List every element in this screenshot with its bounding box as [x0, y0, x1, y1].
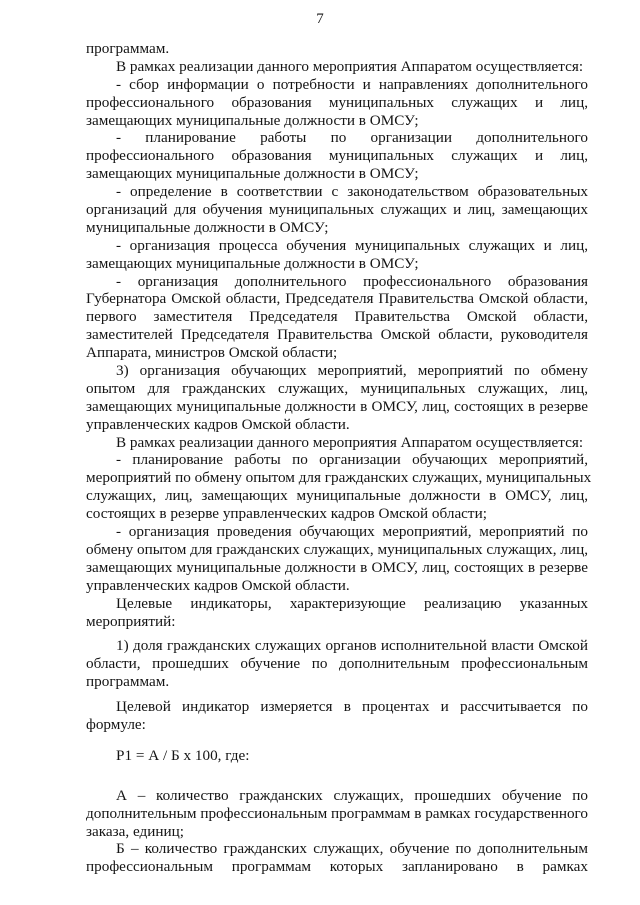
document-body	[86, 40, 592, 876]
text-line: формуле:	[86, 715, 146, 733]
text-line: муниципальные должности в ОМСУ;	[86, 218, 329, 236]
text-line: А – количество гражданских служащих, прошедших обучение по	[116, 786, 588, 804]
text-line: замещающих муниципальные должности в ОМСУ;	[86, 254, 419, 272]
text-line: Целевые индикаторы, характеризующие реализацию указанных	[116, 594, 588, 612]
text-line: управленческих кадров Омской области.	[86, 415, 350, 433]
text-line: Губернатора Омской области, Председателя Правительства Омской области,	[86, 290, 588, 308]
text-line: дополнительным профессиональным программам в рамках государственного	[86, 804, 588, 822]
text-line: замещающих муниципальные должности в ОМСУ;	[86, 111, 419, 129]
text-line: 3) организация обучающих мероприятий, мероприятий по обмену	[116, 362, 588, 380]
text-line: программам.	[86, 673, 170, 691]
text-line: мероприятий:	[86, 612, 176, 630]
text-line: управленческих кадров Омской области.	[86, 576, 350, 594]
paragraph-spacer	[86, 630, 588, 637]
text-line: обмену опытом для гражданских служащих, муниципальных служащих, лиц,	[86, 540, 588, 558]
text-line: - определение в соответствии с законодательством образовательных	[116, 183, 588, 201]
text-line: заместителей Председателя Правительства Омской области, руководителя	[86, 326, 588, 344]
text-line: - организация процесса обучения муниципальных служащих и лиц,	[116, 236, 588, 254]
text-line: заказа, единиц;	[86, 822, 184, 840]
text-line: состоящих в резерве управленческих кадров Омской области;	[86, 505, 487, 523]
text-line: мероприятий по обмену опытом для гражданских служащих, муниципальных	[86, 469, 592, 487]
text-line: 1) доля гражданских служащих органов исполнительной власти Омской	[116, 637, 588, 655]
text-line: организаций для обучения муниципальных служащих и лиц, замещающих	[86, 201, 588, 219]
text-line: В рамках реализации данного мероприятия Аппаратом осуществляется:	[116, 57, 584, 75]
text-line: - планирование работы по организации дополнительного	[116, 129, 588, 147]
paragraph-spacer	[86, 691, 588, 698]
text-line: - сбор информации о потребности и направлениях дополнительного	[116, 75, 588, 93]
text-line: замещающих муниципальные должности в ОМСУ;	[86, 165, 419, 183]
text-line: опытом для гражданских служащих, муниципальных служащих, лиц,	[86, 379, 588, 397]
text-line: - организация дополнительного профессионального образования	[116, 272, 588, 290]
text-line: профессиональным программам которых запланировано в рамках	[86, 858, 588, 876]
text-line: программам.	[86, 40, 170, 57]
text-line: замещающих муниципальные должности в ОМСУ, лиц, состоящих в резерве	[86, 397, 588, 415]
text-line: Б – количество гражданских служащих, обучение по дополнительным	[116, 840, 588, 858]
text-line: первого заместителя Председателя Правительства Омской области,	[86, 308, 588, 326]
text-line: Целевой индикатор измеряется в процентах и рассчитывается по	[116, 698, 588, 716]
text-line: - планирование работы по организации обучающих мероприятий,	[116, 451, 588, 469]
text-line: P1 = А / Б x 100, где:	[116, 746, 250, 764]
text-line: Аппарата, министров Омской области;	[86, 344, 338, 362]
text-line: В рамках реализации данного мероприятия Аппаратом осуществляется:	[116, 433, 584, 451]
text-line: замещающих муниципальные должности в ОМСУ, лиц, состоящих в резерве	[86, 558, 588, 576]
text-line: - организация проведения обучающих мероприятий, мероприятий по	[116, 523, 588, 541]
paragraph-spacer	[86, 734, 588, 747]
text-line: профессионального образования муниципальных служащих и лиц,	[86, 147, 588, 165]
paragraph-spacer	[86, 765, 588, 787]
text-line: служащих, лиц, замещающих муниципальные должности в ОМСУ, лиц,	[86, 487, 588, 505]
page-number: 7	[316, 11, 324, 27]
text-line: профессионального образования муниципальных служащих и лиц,	[86, 93, 588, 111]
text-line: области, прошедших обучение по дополнительным профессиональным	[86, 655, 588, 673]
